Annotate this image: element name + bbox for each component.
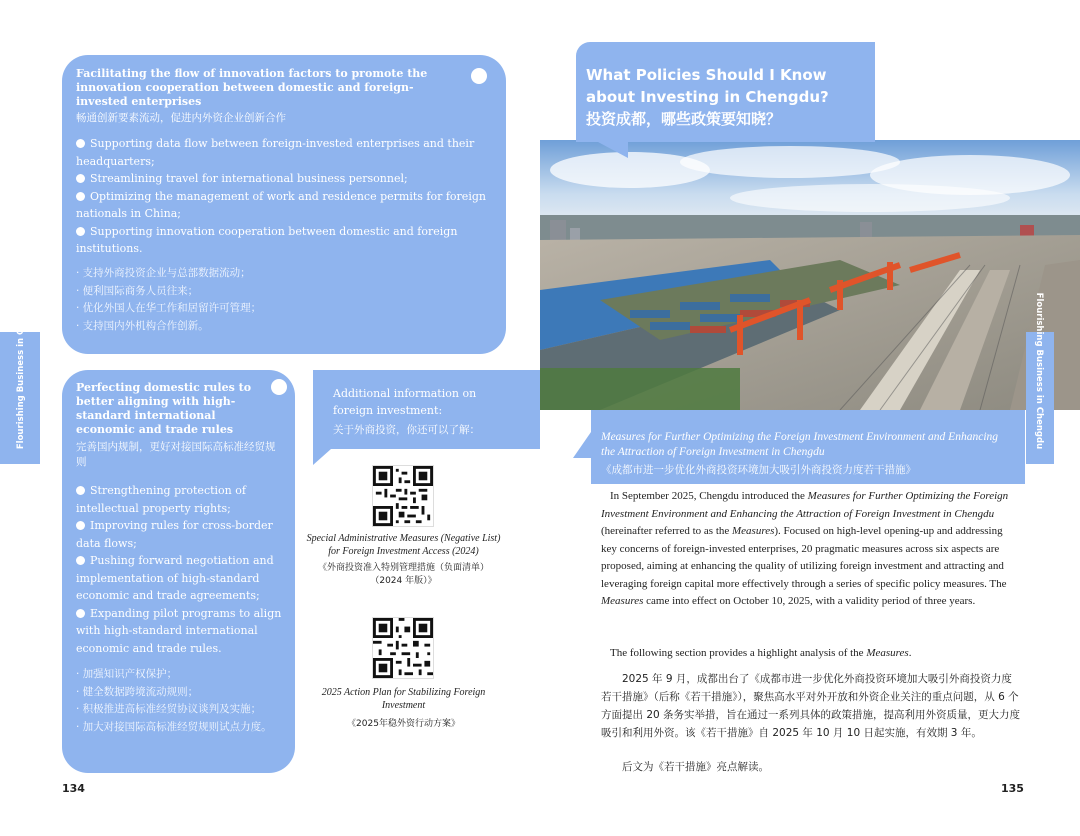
card1-bullets-zh xyxy=(76,265,476,335)
body-paragraph-zh-2: 后文为《若干措施》亮点解读。 xyxy=(622,761,769,773)
info-title-en: Additional information on foreign investment: xyxy=(333,387,477,417)
card1-bullets-en xyxy=(76,135,494,258)
body-paragraph-en: In September 2025, Chengdu introduced the Measures for Further Optimizing the Foreign Investment Environment and Enhancing the Attraction of Foreign Investment in Chengdu (hereinafter referred to as the Measures). Focused on high-level opening-up and addressing key concerns of foreign-invested enterprises, 20 pragmatic measures across six aspects are proposed, aiming at enhancing the quality of utilizing foreign investment and attracting and leveraging foreign capital more effectively through a series of specific policy measures. The Measures came into effect on October 10, 2025, with a validity period of three years. xyxy=(601,490,1009,607)
list-item: · 支持外商投资企业与总部数据流动； xyxy=(76,267,251,279)
caption-bubble-tail xyxy=(573,432,591,458)
info-item1-en: Special Administrative Measures (Negative List) for Foreign Investment Access (2024) xyxy=(306,533,501,557)
measures-caption-bubble xyxy=(591,410,1025,484)
bubble-tail xyxy=(313,449,331,465)
side-tab-en: Flourishing Business in Chengdu xyxy=(16,292,26,450)
page-number-right: 135 xyxy=(1001,782,1024,795)
list-item: · 支持国内外机构合作创新。 xyxy=(76,319,209,332)
header-bubble xyxy=(576,42,875,142)
domestic-rules-card xyxy=(62,370,295,773)
bullet-dot-icon xyxy=(76,139,85,148)
card2-title-zh: 完善国内规制，更好对接国际高标准经贸规则 xyxy=(76,441,276,468)
list-item: Improving rules for cross-border data flows; xyxy=(76,519,273,550)
side-tab-en: Flourishing Business in Chengdu xyxy=(1034,292,1044,450)
bullet-dot-icon xyxy=(76,486,85,495)
qr-code-icon[interactable] xyxy=(372,465,434,527)
list-item: Expanding pilot programs to align with high-standard international economic and trade rules. xyxy=(76,606,282,655)
side-tab-right xyxy=(1026,292,1054,504)
innovation-factors-card xyxy=(62,55,506,354)
info-item1-zh: 《外商投资准入特别管理措施（负面清单）（2024 年版）》 xyxy=(317,563,489,586)
page-title-en: What Policies Should I Know about Investing in Chengdu? xyxy=(586,66,829,106)
card2-bullets-zh xyxy=(76,666,282,736)
list-item: Streamlining travel for international business personnel; xyxy=(76,170,494,188)
info-title-zh: 关于外商投资，你还可以了解： xyxy=(333,424,480,436)
side-tab-zh: 兴业·成都 xyxy=(1034,466,1044,504)
list-item: · 健全数据跨境流动规则； xyxy=(76,685,199,698)
bullet-dot-icon xyxy=(76,192,85,201)
list-item: Supporting innovation cooperation between domestic and foreign institutions. xyxy=(76,224,458,255)
bullet-dot-icon xyxy=(76,609,85,618)
card1-title-en: Facilitating the flow of innovation factors to promote the innovation cooperation between domestic and foreign-invested enterprises xyxy=(76,67,428,108)
list-item: · 优化外国人在华工作和居留许可管理； xyxy=(76,302,262,314)
bullet-dot-icon xyxy=(76,227,85,236)
info-item2-en: 2025 Action Plan for Stabilizing Foreign Investment xyxy=(321,687,486,711)
side-tab-left xyxy=(0,292,40,504)
caption-en: Measures for Further Optimizing the Foreign Investment Environment and Enhancing the Attraction of Foreign Investment in Chengdu xyxy=(601,431,999,458)
list-item: · 加强知识产权保护； xyxy=(76,668,178,680)
card1-title-zh: 畅通创新要素流动，促进内外资企业创新合作 xyxy=(76,112,286,124)
card2-title-en: Perfecting domestic rules to better aligning with high-standard international economic and trade rules xyxy=(76,381,252,436)
header-bubble-tail xyxy=(598,142,628,158)
bullet-dot-icon xyxy=(76,174,85,183)
additional-info-bubble xyxy=(313,370,540,449)
card2-bullets-en xyxy=(76,482,282,657)
body-paragraph-en-2: The following section provides a highlight analysis of the Measures. xyxy=(610,647,912,659)
page-number-left: 134 xyxy=(62,782,85,795)
bullet-dot-icon xyxy=(76,521,85,530)
list-item: · 便利国际商务人员往来； xyxy=(76,284,199,297)
body-paragraph-zh: 2025 年 9 月，成都出台了《成都市进一步优化外商投资环境加大吸引外商投资力度若干措施》（后称《若干措施》），聚焦高水平对外开放和外资企业关注的重点问题，从 6 个方面提出 20 条务实举措，旨在通过一系列具体的政策措施，提高利用外资质量，更大力度吸引和利用外资。该《若干措施》自 2025 年 10 月 10 日起实施，有效期 3 年。 xyxy=(601,673,1021,739)
list-item: · 积极推进高标准经贸协议谈判及实施； xyxy=(76,703,262,715)
side-tab-zh: 兴业·成都 xyxy=(16,466,26,504)
qr-code-icon[interactable] xyxy=(372,617,434,679)
list-item: Pushing forward negotiation and implementation of high-standard economic and trade agreements; xyxy=(76,554,274,602)
list-item: Supporting data flow between foreign-invested enterprises and their headquarters; xyxy=(76,137,475,168)
bullet-dot-icon xyxy=(76,556,85,565)
info-item2-zh: 《2025年稳外资行动方案》 xyxy=(347,719,460,729)
caption-zh: 《成都市进一步优化外商投资环境加大吸引外商投资力度若干措施》 xyxy=(601,464,916,476)
list-item: · 加大对接国际高标准经贸规则试点力度。 xyxy=(76,720,272,733)
list-item: Strengthening protection of intellectual property rights; xyxy=(76,484,246,515)
card-toggle-dot xyxy=(471,68,487,84)
chengdu-railport-photo xyxy=(540,140,1080,410)
page-title-zh: 投资成都，哪些政策要知晓？ xyxy=(586,110,782,128)
list-item: Optimizing the management of work and residence permits for foreign nationals in China; xyxy=(76,189,486,220)
